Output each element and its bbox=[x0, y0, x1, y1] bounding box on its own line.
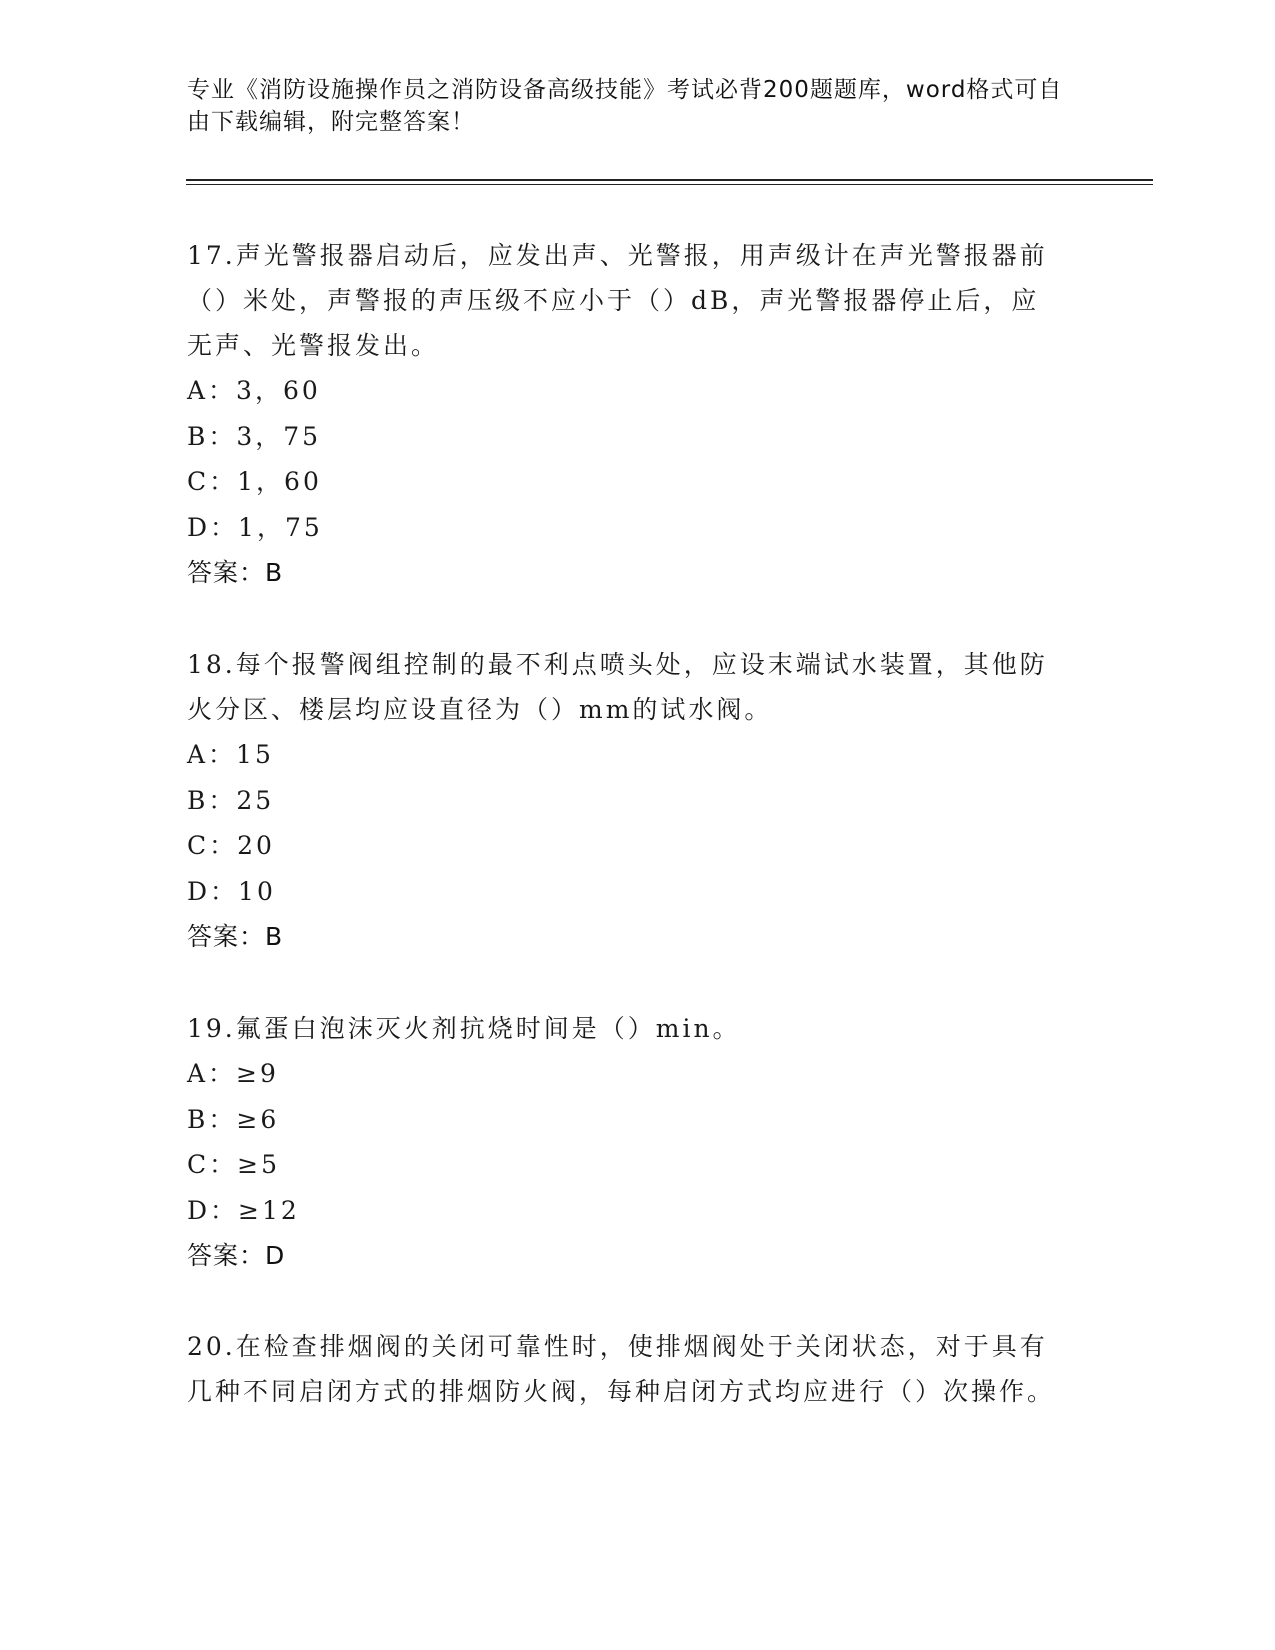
answer-line: 答案：B bbox=[187, 558, 284, 587]
question-stem: 18.每个报警阀组控制的最不利点喷头处，应设末端试水装置，其他防火分区、楼层均应设直径为（）mm的试水阀。 bbox=[187, 650, 1048, 724]
question-stem: 19.氟蛋白泡沫灭火剂抗烧时间是（）min。 bbox=[187, 1014, 741, 1043]
header-title: 专业《消防设施操作员之消防设备高级技能》考试必背200题题库，word格式可自由下载编辑，附完整答案！ bbox=[187, 77, 1063, 135]
option-c: C：20 bbox=[187, 831, 275, 860]
question-19 bbox=[187, 1006, 1067, 1278]
option-b: B：25 bbox=[187, 785, 275, 815]
option-a: A：≥9 bbox=[187, 1059, 279, 1088]
question-18 bbox=[187, 642, 1067, 959]
option-a: A：3，60 bbox=[187, 376, 321, 405]
question-stem: 17.声光警报器启动后，应发出声、光警报，用声级计在声光警报器前（）米处，声警报的声压级不应小于（）dB，声光警报器停止后，应无声、光警报发出。 bbox=[187, 241, 1048, 360]
question-20 bbox=[187, 1324, 1067, 1414]
document-header bbox=[187, 74, 1067, 138]
answer-line: 答案：D bbox=[187, 1241, 286, 1270]
option-b: B：3，75 bbox=[187, 421, 322, 451]
question-17 bbox=[187, 233, 1067, 595]
header-divider-bottom bbox=[186, 184, 1153, 185]
option-d: D：1，75 bbox=[187, 512, 323, 542]
option-d: D：≥12 bbox=[187, 1195, 300, 1225]
option-c: C：≥5 bbox=[187, 1150, 280, 1179]
option-c: C：1，60 bbox=[187, 467, 322, 496]
option-a: A：15 bbox=[187, 740, 274, 769]
option-b: B：≥6 bbox=[187, 1104, 280, 1134]
option-d: D：10 bbox=[187, 876, 276, 906]
header-divider-top bbox=[186, 179, 1153, 181]
question-stem: 20.在检查排烟阀的关闭可靠性时，使排烟阀处于关闭状态，对于具有几种不同启闭方式的排烟防火阀，每种启闭方式均应进行（）次操作。 bbox=[187, 1332, 1056, 1406]
answer-line: 答案：B bbox=[187, 922, 284, 951]
